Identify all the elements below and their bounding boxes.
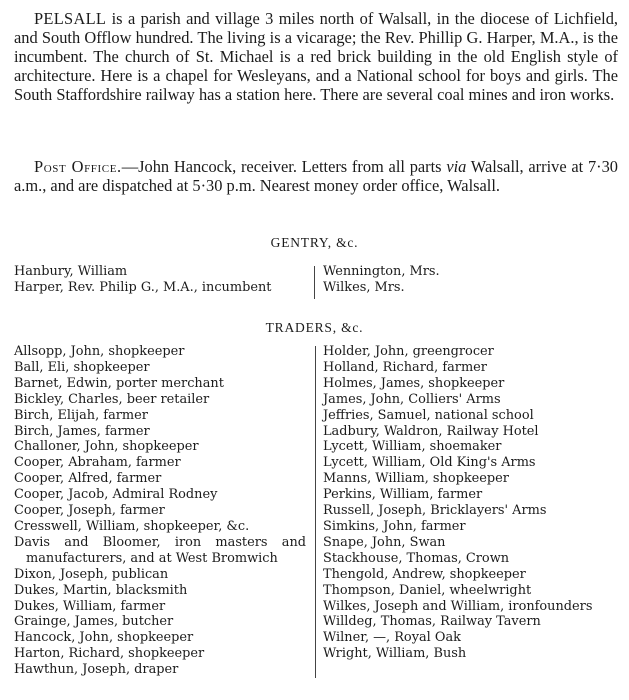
entry-line: Davis and Bloomer, iron masters and (14, 534, 306, 550)
gentry-list (14, 264, 618, 300)
list-item: Willdeg, Thomas, Railway Tavern (323, 614, 541, 630)
list-item: Dukes, Martin, blacksmith (14, 582, 188, 598)
list-item: Harton, Richard, shopkeeper (14, 646, 205, 662)
list-item: Grainge, James, butcher (14, 614, 174, 630)
list-item: Thompson, Daniel, wheelwright (323, 582, 532, 598)
list-item: Dukes, William, farmer (14, 598, 166, 614)
entry-continuation: manufacturers, and at West Bromwich (26, 550, 278, 566)
list-item: Lycett, William, shoemaker (323, 439, 502, 455)
post-office-text-b: Walsall, arrive at 7·30 a.m., and are dispatched at 5·30 p.m. Nearest money order office, Walsall. (14, 157, 619, 196)
list-item: Cooper, Alfred, farmer (14, 471, 162, 487)
column-divider (315, 346, 316, 678)
list-item: Barnet, Edwin, porter merchant (14, 375, 224, 391)
list-item: Harper, Rev. Philip G., M.A., incumbent (14, 279, 272, 295)
list-item: Simkins, John, farmer (323, 518, 466, 534)
list-item: Manns, William, shopkeeper (323, 471, 509, 487)
gentry-left-column (14, 264, 309, 296)
list-item: Thengold, Andrew, shopkeeper (323, 566, 526, 582)
list-item: Lycett, William, Old King's Arms (323, 455, 536, 471)
list-item: Holmes, James, shopkeeper (323, 375, 505, 391)
list-item: Wilner, —, Royal Oak (323, 630, 461, 646)
list-item: Holder, John, greengrocer (323, 344, 494, 359)
list-item: Stackhouse, Thomas, Crown (323, 550, 510, 566)
list-item: Birch, Elijah, farmer (14, 407, 148, 423)
list-item: Hancock, John, shopkeeper (14, 630, 194, 646)
list-item: Perkins, William, farmer (323, 487, 483, 503)
traders-list (14, 344, 618, 684)
list-item: Wright, William, Bush (323, 646, 467, 662)
list-item: Cooper, Abraham, farmer (14, 455, 181, 471)
list-item: Birch, James, farmer (14, 423, 150, 439)
list-item: Bickley, Charles, beer retailer (14, 391, 210, 407)
column-divider (314, 266, 315, 299)
list-item: Wilkes, Joseph and William, ironfounders (323, 598, 593, 614)
list-item: Challoner, John, shopkeeper (14, 439, 199, 455)
post-office-label: Post Office. (34, 157, 122, 176)
list-item: Russell, Joseph, Bricklayers' Arms (323, 503, 547, 519)
list-item: Dixon, Joseph, publican (14, 566, 169, 582)
place-name: PELSALL (34, 9, 107, 28)
traders-right-column (323, 344, 619, 662)
traders-left-column (14, 344, 310, 678)
intro-text: is a parish and village 3 miles north of Walsall, in the diocese of Lichfield, and South Offlow hundred. The living is a vicarage; the Rev. Phillip G. Harper, M.A., is the incumbent. The church of St. Michael is a red brick building in the old English style of architecture. Here is a chapel for Wesleyans, and a National school for boys and girls. The South Staffordshire railway has a station here. There are several coal mines and iron works. (14, 9, 618, 105)
intro-paragraph (14, 9, 618, 104)
list-item: Jeffries, Samuel, national school (323, 407, 534, 423)
list-item: James, John, Colliers' Arms (323, 391, 501, 407)
list-item: Snape, John, Swan (323, 534, 446, 550)
list-item: Cooper, Joseph, farmer (14, 503, 165, 519)
post-office-paragraph (14, 157, 618, 195)
list-item: Wennington, Mrs. (323, 264, 440, 279)
list-item: Ladbury, Waldron, Railway Hotel (323, 423, 539, 439)
list-item: Holland, Richard, farmer (323, 359, 487, 375)
post-office-text-a: —John Hancock, receiver. Letters from all parts (121, 157, 447, 176)
gentry-heading: GENTRY, &c. (270, 235, 359, 250)
list-item: Hanbury, William (14, 264, 128, 279)
list-item: Ball, Eli, shopkeeper (14, 359, 150, 375)
list-item: Wilkes, Mrs. (323, 279, 405, 295)
list-item: Hawthun, Joseph, draper (14, 662, 179, 678)
list-item (14, 535, 310, 567)
list-item: Cresswell, William, shopkeeper, &c. (14, 518, 250, 534)
list-item: Cooper, Jacob, Admiral Rodney (14, 487, 218, 503)
traders-heading: TRADERS, &c. (265, 320, 364, 335)
list-item: Allsopp, John, shopkeeper (14, 344, 185, 359)
post-office-via: via (446, 157, 467, 176)
gentry-right-column (323, 264, 613, 296)
